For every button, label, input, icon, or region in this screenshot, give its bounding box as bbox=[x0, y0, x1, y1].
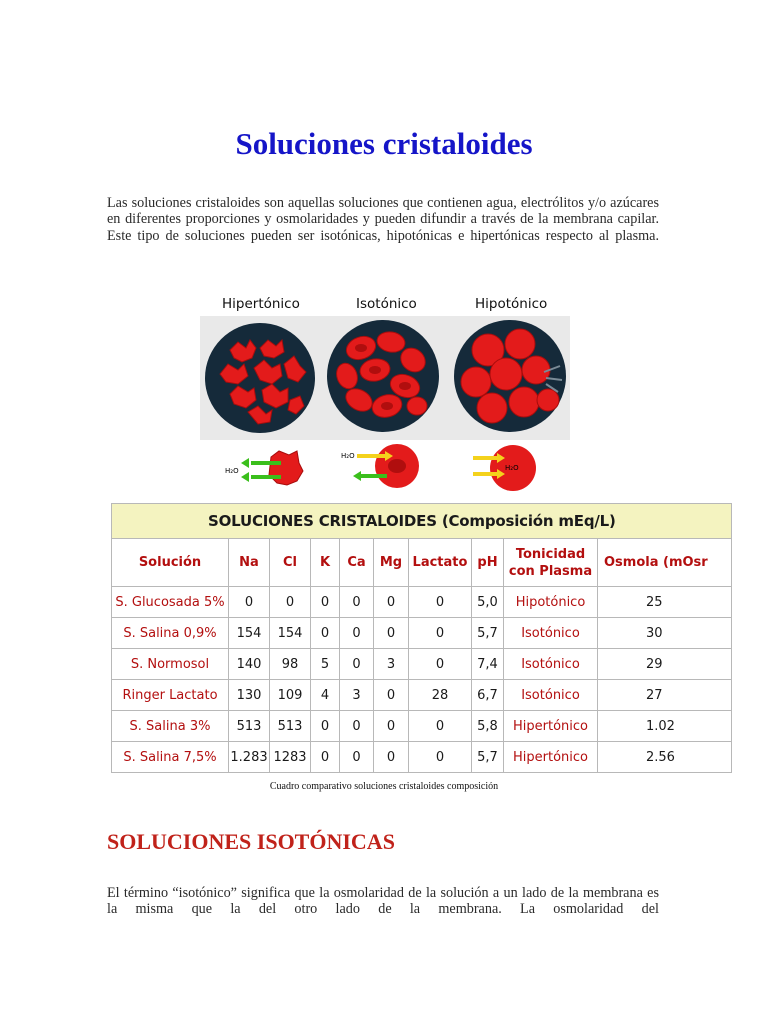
table-caption: Cuadro comparativo soluciones cristaloides composición bbox=[269, 781, 499, 792]
table-cell: 140 bbox=[229, 649, 270, 680]
label-hipotonico: Hipotónico bbox=[475, 296, 548, 312]
table-header-cell: Na bbox=[229, 539, 270, 587]
table-cell: 29 bbox=[598, 649, 732, 680]
table-cell: S. Salina 7,5% bbox=[112, 742, 229, 773]
table-cell: 0 bbox=[374, 587, 409, 618]
table-cell: 0 bbox=[340, 742, 374, 773]
table-cell: 0 bbox=[374, 742, 409, 773]
table-cell: 154 bbox=[270, 618, 311, 649]
svg-text:H₂O: H₂O bbox=[341, 452, 355, 460]
table-cell: 0 bbox=[409, 742, 472, 773]
table-cell: 3 bbox=[340, 680, 374, 711]
table-cell: 130 bbox=[229, 680, 270, 711]
table-cell: Ringer Lactato bbox=[112, 680, 229, 711]
table-cell: 25 bbox=[598, 587, 732, 618]
intro-paragraph: Las soluciones cristaloides son aquellas soluciones que contienen agua, electrólitos y/o azúcares en diferentes proporciones y osmolaridades y pueden difundir a través de la membrana capilar. Este tipo de soluciones pueden ser isotónicas, hipotónicas e hipertónicas respecto al plasma. bbox=[107, 195, 659, 244]
label-hipertonico: Hipertónico bbox=[222, 296, 300, 312]
composition-table bbox=[111, 503, 732, 773]
label-isotonico: Isotónico bbox=[356, 296, 417, 312]
table-cell: 513 bbox=[270, 711, 311, 742]
tonicity-figure bbox=[200, 296, 570, 496]
table-cell: 4 bbox=[311, 680, 340, 711]
table-header-cell: Tonicidad con Plasma bbox=[504, 539, 598, 587]
isotonic-dish bbox=[327, 320, 439, 432]
table-cell: 0 bbox=[374, 711, 409, 742]
composition-table-container bbox=[111, 503, 708, 775]
svg-text:H₂O: H₂O bbox=[225, 467, 239, 475]
table-cell: 0 bbox=[374, 680, 409, 711]
table-row bbox=[112, 618, 732, 649]
table-header-cell: Osmola (mOsr bbox=[598, 539, 732, 587]
table-row bbox=[112, 680, 732, 711]
table-header-cell: Ca bbox=[340, 539, 374, 587]
section-heading: SOLUCIONES ISOTÓNICAS bbox=[107, 829, 395, 854]
table-cell: 98 bbox=[270, 649, 311, 680]
table-cell: 0 bbox=[409, 618, 472, 649]
table-header-cell: Cl bbox=[270, 539, 311, 587]
table-cell: 0 bbox=[409, 649, 472, 680]
table-cell: 0 bbox=[270, 587, 311, 618]
table-header-cell: pH bbox=[472, 539, 504, 587]
table-cell: 0 bbox=[340, 649, 374, 680]
table-header-cell: Lactato bbox=[409, 539, 472, 587]
crenated-cell bbox=[225, 451, 303, 485]
table-row bbox=[112, 742, 732, 773]
table-cell: Hipotónico bbox=[504, 587, 598, 618]
table-row bbox=[112, 587, 732, 618]
table-cell: 5 bbox=[311, 649, 340, 680]
table-cell: 0 bbox=[340, 711, 374, 742]
table-cell: 0 bbox=[311, 618, 340, 649]
table-cell: 0 bbox=[311, 742, 340, 773]
table-cell: 27 bbox=[598, 680, 732, 711]
table-cell: 6,7 bbox=[472, 680, 504, 711]
table-cell: 513 bbox=[229, 711, 270, 742]
table-cell: 5,8 bbox=[472, 711, 504, 742]
table-cell: 0 bbox=[311, 711, 340, 742]
table-cell: 28 bbox=[409, 680, 472, 711]
table-cell: 109 bbox=[270, 680, 311, 711]
table-cell: 3 bbox=[374, 649, 409, 680]
table-header-cell: K bbox=[311, 539, 340, 587]
table-cell: 1283 bbox=[270, 742, 311, 773]
table-cell: 1.283 bbox=[229, 742, 270, 773]
table-cell: S. Glucosada 5% bbox=[112, 587, 229, 618]
table-cell: 0 bbox=[229, 587, 270, 618]
table-cell: S. Normosol bbox=[112, 649, 229, 680]
table-cell: Isotónico bbox=[504, 618, 598, 649]
table-cell: 0 bbox=[311, 587, 340, 618]
table-cell: 0 bbox=[374, 618, 409, 649]
table-cell: 5,7 bbox=[472, 618, 504, 649]
section-paragraph: El término “isotónico” significa que la osmolaridad de la solución a un lado de la membrana es la misma que la del otro lado de la membrana. La osmolaridad del bbox=[107, 885, 659, 918]
table-cell: 0 bbox=[409, 587, 472, 618]
table-header-row bbox=[112, 539, 732, 587]
page-title: Soluciones cristaloides bbox=[235, 126, 533, 161]
table-cell: 30 bbox=[598, 618, 732, 649]
table-cell: 0 bbox=[409, 711, 472, 742]
table-cell: 5,7 bbox=[472, 742, 504, 773]
table-cell: Hipertónico bbox=[504, 742, 598, 773]
table-row bbox=[112, 711, 732, 742]
table-cell: 154 bbox=[229, 618, 270, 649]
table-cell: S. Salina 3% bbox=[112, 711, 229, 742]
table-row bbox=[112, 649, 732, 680]
table-cell: 7,4 bbox=[472, 649, 504, 680]
table-header-cell: Mg bbox=[374, 539, 409, 587]
table-cell: 0 bbox=[340, 587, 374, 618]
table-cell: 2.56 bbox=[598, 742, 732, 773]
table-cell: Isotónico bbox=[504, 680, 598, 711]
cell-illustration bbox=[200, 296, 570, 496]
svg-text:H₂O: H₂O bbox=[505, 464, 519, 472]
swollen-cell bbox=[473, 445, 536, 491]
normal-cell bbox=[341, 444, 419, 488]
table-cell: 0 bbox=[340, 618, 374, 649]
table-cell: 5,0 bbox=[472, 587, 504, 618]
table-cell: Isotónico bbox=[504, 649, 598, 680]
table-cell: S. Salina 0,9% bbox=[112, 618, 229, 649]
table-header-cell: Solución bbox=[112, 539, 229, 587]
table-title: SOLUCIONES CRISTALOIDES (Composición mEq/L) bbox=[112, 504, 732, 539]
table-cell: 1.02 bbox=[598, 711, 732, 742]
hypertonic-dish bbox=[205, 323, 315, 433]
hypotonic-dish bbox=[454, 320, 566, 432]
table-cell: Hipertónico bbox=[504, 711, 598, 742]
